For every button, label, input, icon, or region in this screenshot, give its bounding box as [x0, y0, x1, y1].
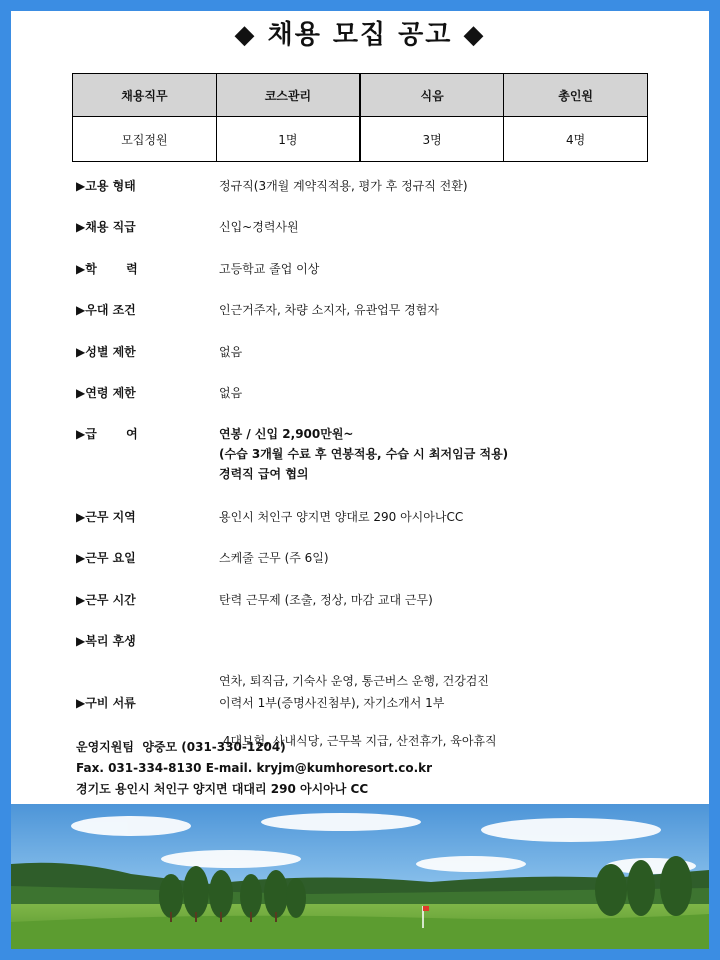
- golf-course-photo: [11, 804, 709, 949]
- detail-value: [219, 342, 242, 362]
- golf-course-image: [11, 804, 709, 949]
- detail-line: 연차, 퇴직금, 기숙사 운영, 통근버스 운행, 건강검진: [219, 674, 489, 688]
- detail-label: ▶구비 서류: [76, 696, 136, 710]
- detail-label: ▶근무 시간: [76, 593, 136, 607]
- detail-line: 신입~경력사원: [219, 220, 299, 234]
- detail-label: ▶복리 후생: [76, 634, 136, 648]
- detail-label: ▶근무 요일: [76, 551, 136, 565]
- table-header-cell: 식음: [360, 74, 504, 117]
- detail-value: [219, 507, 463, 527]
- detail-line: 없음: [219, 345, 243, 359]
- detail-value: [219, 383, 242, 403]
- detail-line: 인근거주자, 차량 소지자, 유관업무 경험자: [219, 303, 439, 317]
- detail-line: 스케줄 근무 (주 6일): [219, 551, 329, 565]
- detail-line: 고등학교 졸업 이상: [219, 262, 320, 276]
- table-cell: 1명: [216, 117, 360, 162]
- detail-value: [219, 300, 439, 320]
- detail-line: 없음: [219, 386, 243, 400]
- contact-address: 경기도 용인시 처인구 양지면 대대리 290 아시아나 CC: [76, 782, 369, 796]
- table-header-cell: 총인원: [504, 74, 648, 117]
- page-title: ◆ 채용 모집 공고 ◆: [234, 20, 486, 50]
- detail-label: ▶급 여: [76, 427, 138, 441]
- contact-info: [76, 737, 432, 800]
- detail-value: [219, 693, 444, 713]
- contact-team: 운영지원팀 양중모 (031-330-1204): [76, 740, 286, 754]
- detail-value: [219, 259, 319, 279]
- table-header-cell: 채용직무: [73, 74, 217, 117]
- detail-value: [219, 548, 329, 568]
- detail-value: [219, 217, 299, 237]
- detail-value: [219, 424, 508, 484]
- table-header-cell: 코스관리: [216, 74, 360, 117]
- table-cell: 모집정원: [73, 117, 217, 162]
- table-cell: 3명: [360, 117, 504, 162]
- detail-label: ▶고용 형태: [76, 179, 136, 193]
- detail-label: ▶근무 지역: [76, 510, 136, 524]
- detail-line: 용인시 처인구 양지면 양대로 290 아시아나CC: [219, 510, 464, 524]
- detail-label: ▶학 력: [76, 262, 138, 276]
- detail-label: ▶성별 제한: [76, 345, 136, 359]
- detail-line: 탄력 근무제 (조출, 정상, 마감 교대 근무): [219, 593, 433, 607]
- detail-label: ▶연령 제한: [76, 386, 136, 400]
- recruitment-table: [72, 73, 648, 162]
- detail-value: [219, 590, 433, 610]
- detail-line: 경력직 급여 협의: [219, 467, 309, 481]
- detail-line: 4대보험, 사내식당, 근무복 지급, 산전휴가, 육아휴직: [219, 734, 497, 748]
- detail-line: 이력서 1부(증명사진첨부), 자기소개서 1부: [219, 696, 445, 710]
- detail-label: ▶채용 직급: [76, 220, 136, 234]
- contact-fax-email: Fax. 031-334-8130 E-mail. kryjm@kumhoresort.co.kr: [76, 761, 433, 775]
- table-header-row: [73, 74, 648, 117]
- table-cell: 4명: [504, 117, 648, 162]
- detail-line: 정규직(3개월 계약직적용, 평가 후 정규직 전환): [219, 179, 468, 193]
- detail-label: ▶우대 조건: [76, 303, 136, 317]
- detail-line: 연봉 / 신입 2,900만원~: [219, 427, 354, 441]
- table-row: [73, 117, 648, 162]
- detail-value: [219, 176, 468, 196]
- detail-line: (수습 3개월 수료 후 연봉적용, 수습 시 최저임금 적용): [219, 447, 509, 461]
